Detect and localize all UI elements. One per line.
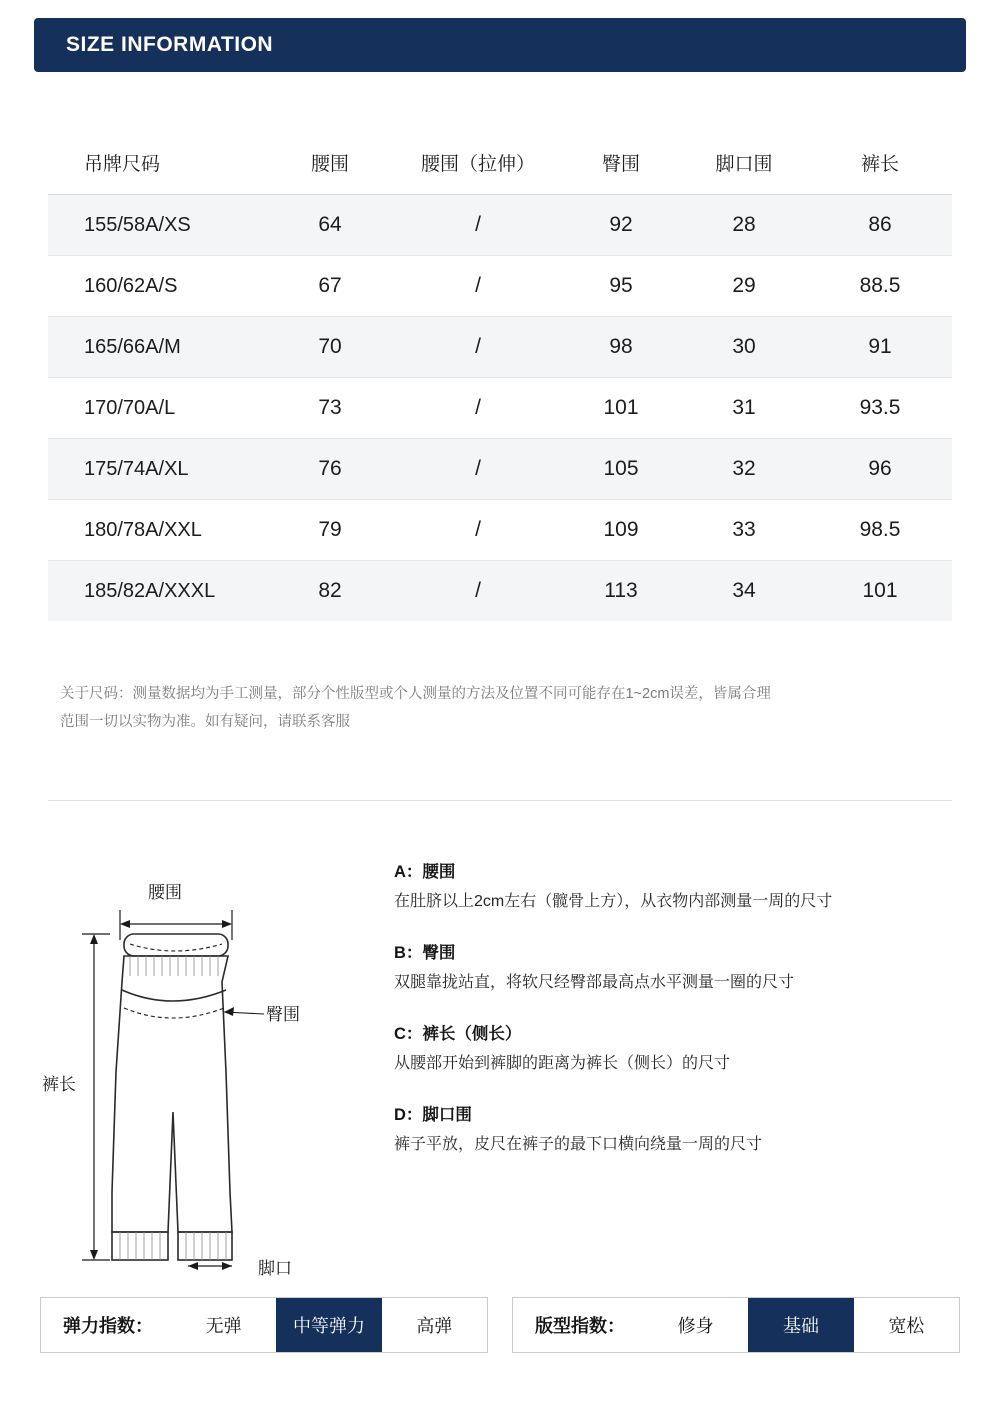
table-row (48, 195, 952, 256)
description-text: 裤子平放，皮尺在裤子的最下口横向绕量一周的尺寸 (394, 1136, 763, 1153)
cell-hip: 98 (562, 317, 680, 378)
measurement-descriptions (394, 858, 974, 1182)
column-header-waist-stretch: 腰围（拉伸） (394, 133, 562, 195)
cell-waist-stretch: / (394, 317, 562, 378)
description-text: 双腿靠拢站直，将软尺经臀部最高点水平测量一圈的尺寸 (394, 974, 795, 991)
cell-length: 101 (808, 561, 952, 622)
column-header-length: 裤长 (808, 133, 952, 195)
description-title: B：臀围 (394, 944, 456, 962)
table-row (48, 378, 952, 439)
cell-tag-size: 175/74A/XL (48, 439, 266, 500)
page-banner (34, 18, 966, 72)
cell-length: 86 (808, 195, 952, 256)
cell-hip: 113 (562, 561, 680, 622)
cell-tag-size: 160/62A/S (48, 256, 266, 317)
cell-hip: 92 (562, 195, 680, 256)
description-title: D：脚口围 (394, 1106, 472, 1124)
elasticity-label: 弹力指数： (63, 1316, 153, 1336)
table-row (48, 317, 952, 378)
size-chart-table (48, 133, 952, 621)
table-header (48, 133, 952, 195)
size-note-line-1: 关于尺码：测量数据均为手工测量，部分个性版型或个人测量的方法及位置不同可能存在1~2cm误差，皆属合理 (60, 686, 771, 702)
size-note-line-2: 范围一切以实物为准。如有疑问，请联系客服 (60, 714, 350, 730)
table-row (48, 256, 952, 317)
elasticity-index (40, 1297, 488, 1353)
cell-length: 93.5 (808, 378, 952, 439)
description-title: A：腰围 (394, 863, 456, 881)
cell-waist-stretch: / (394, 500, 562, 561)
cell-length: 98.5 (808, 500, 952, 561)
index-bars (40, 1297, 960, 1353)
description-waist (394, 858, 974, 913)
cell-tag-size: 170/70A/L (48, 378, 266, 439)
cell-hip: 95 (562, 256, 680, 317)
description-cuff (394, 1101, 974, 1156)
fit-option-slim[interactable]: 修身 (677, 1316, 714, 1336)
diagram-label-length: 裤长 (42, 1075, 76, 1094)
cell-waist-stretch: / (394, 561, 562, 622)
diagram-label-cuff: 脚口 (258, 1259, 292, 1278)
description-text: 在肚脐以上2cm左右（髋骨上方），从衣物内部测量一周的尺寸 (394, 893, 833, 910)
section-divider (48, 800, 952, 801)
column-header-cuff: 脚口围 (680, 133, 808, 195)
cell-waist-stretch: / (394, 256, 562, 317)
cell-waist: 64 (266, 195, 394, 256)
column-header-tag-size: 吊牌尺码 (48, 133, 266, 195)
table-body (48, 195, 952, 622)
page-title: SIZE INFORMATION (66, 33, 274, 56)
cell-waist-stretch: / (394, 439, 562, 500)
cell-hip: 101 (562, 378, 680, 439)
cell-tag-size: 155/58A/XS (48, 195, 266, 256)
cell-waist: 67 (266, 256, 394, 317)
description-hip (394, 939, 974, 994)
elasticity-option-high[interactable]: 高弹 (416, 1316, 453, 1336)
column-header-hip: 臀围 (562, 133, 680, 195)
elasticity-option-medium[interactable]: 中等弹力 (276, 1298, 381, 1352)
pants-measurement-diagram (36, 862, 376, 1282)
cell-waist: 79 (266, 500, 394, 561)
elasticity-option-none[interactable]: 无弹 (205, 1316, 242, 1336)
cell-waist: 70 (266, 317, 394, 378)
cell-waist-stretch: / (394, 195, 562, 256)
table-row (48, 561, 952, 622)
cell-waist: 82 (266, 561, 394, 622)
cell-cuff: 34 (680, 561, 808, 622)
cell-length: 96 (808, 439, 952, 500)
cell-cuff: 33 (680, 500, 808, 561)
cell-length: 88.5 (808, 256, 952, 317)
cell-tag-size: 185/82A/XXXL (48, 561, 266, 622)
cell-tag-size: 165/66A/M (48, 317, 266, 378)
cell-cuff: 28 (680, 195, 808, 256)
fit-label: 版型指数： (535, 1316, 625, 1336)
fit-option-loose[interactable]: 宽松 (888, 1316, 925, 1336)
cell-waist: 73 (266, 378, 394, 439)
cell-length: 91 (808, 317, 952, 378)
cell-hip: 109 (562, 500, 680, 561)
cell-waist-stretch: / (394, 378, 562, 439)
description-text: 从腰部开始到裤脚的距离为裤长（侧长）的尺寸 (394, 1055, 731, 1072)
cell-cuff: 29 (680, 256, 808, 317)
fit-index (512, 1297, 960, 1353)
diagram-label-hip: 臀围 (266, 1005, 300, 1024)
cell-tag-size: 180/78A/XXL (48, 500, 266, 561)
size-note (60, 680, 950, 736)
cell-cuff: 31 (680, 378, 808, 439)
fit-option-regular[interactable]: 基础 (748, 1298, 853, 1352)
cell-waist: 76 (266, 439, 394, 500)
diagram-label-waist: 腰围 (148, 883, 182, 902)
description-title: C：裤长（侧长） (394, 1025, 522, 1043)
description-length (394, 1020, 974, 1075)
cell-cuff: 30 (680, 317, 808, 378)
cell-hip: 105 (562, 439, 680, 500)
table-row (48, 439, 952, 500)
table-header-row (48, 133, 952, 195)
column-header-waist: 腰围 (266, 133, 394, 195)
table-row (48, 500, 952, 561)
cell-cuff: 32 (680, 439, 808, 500)
